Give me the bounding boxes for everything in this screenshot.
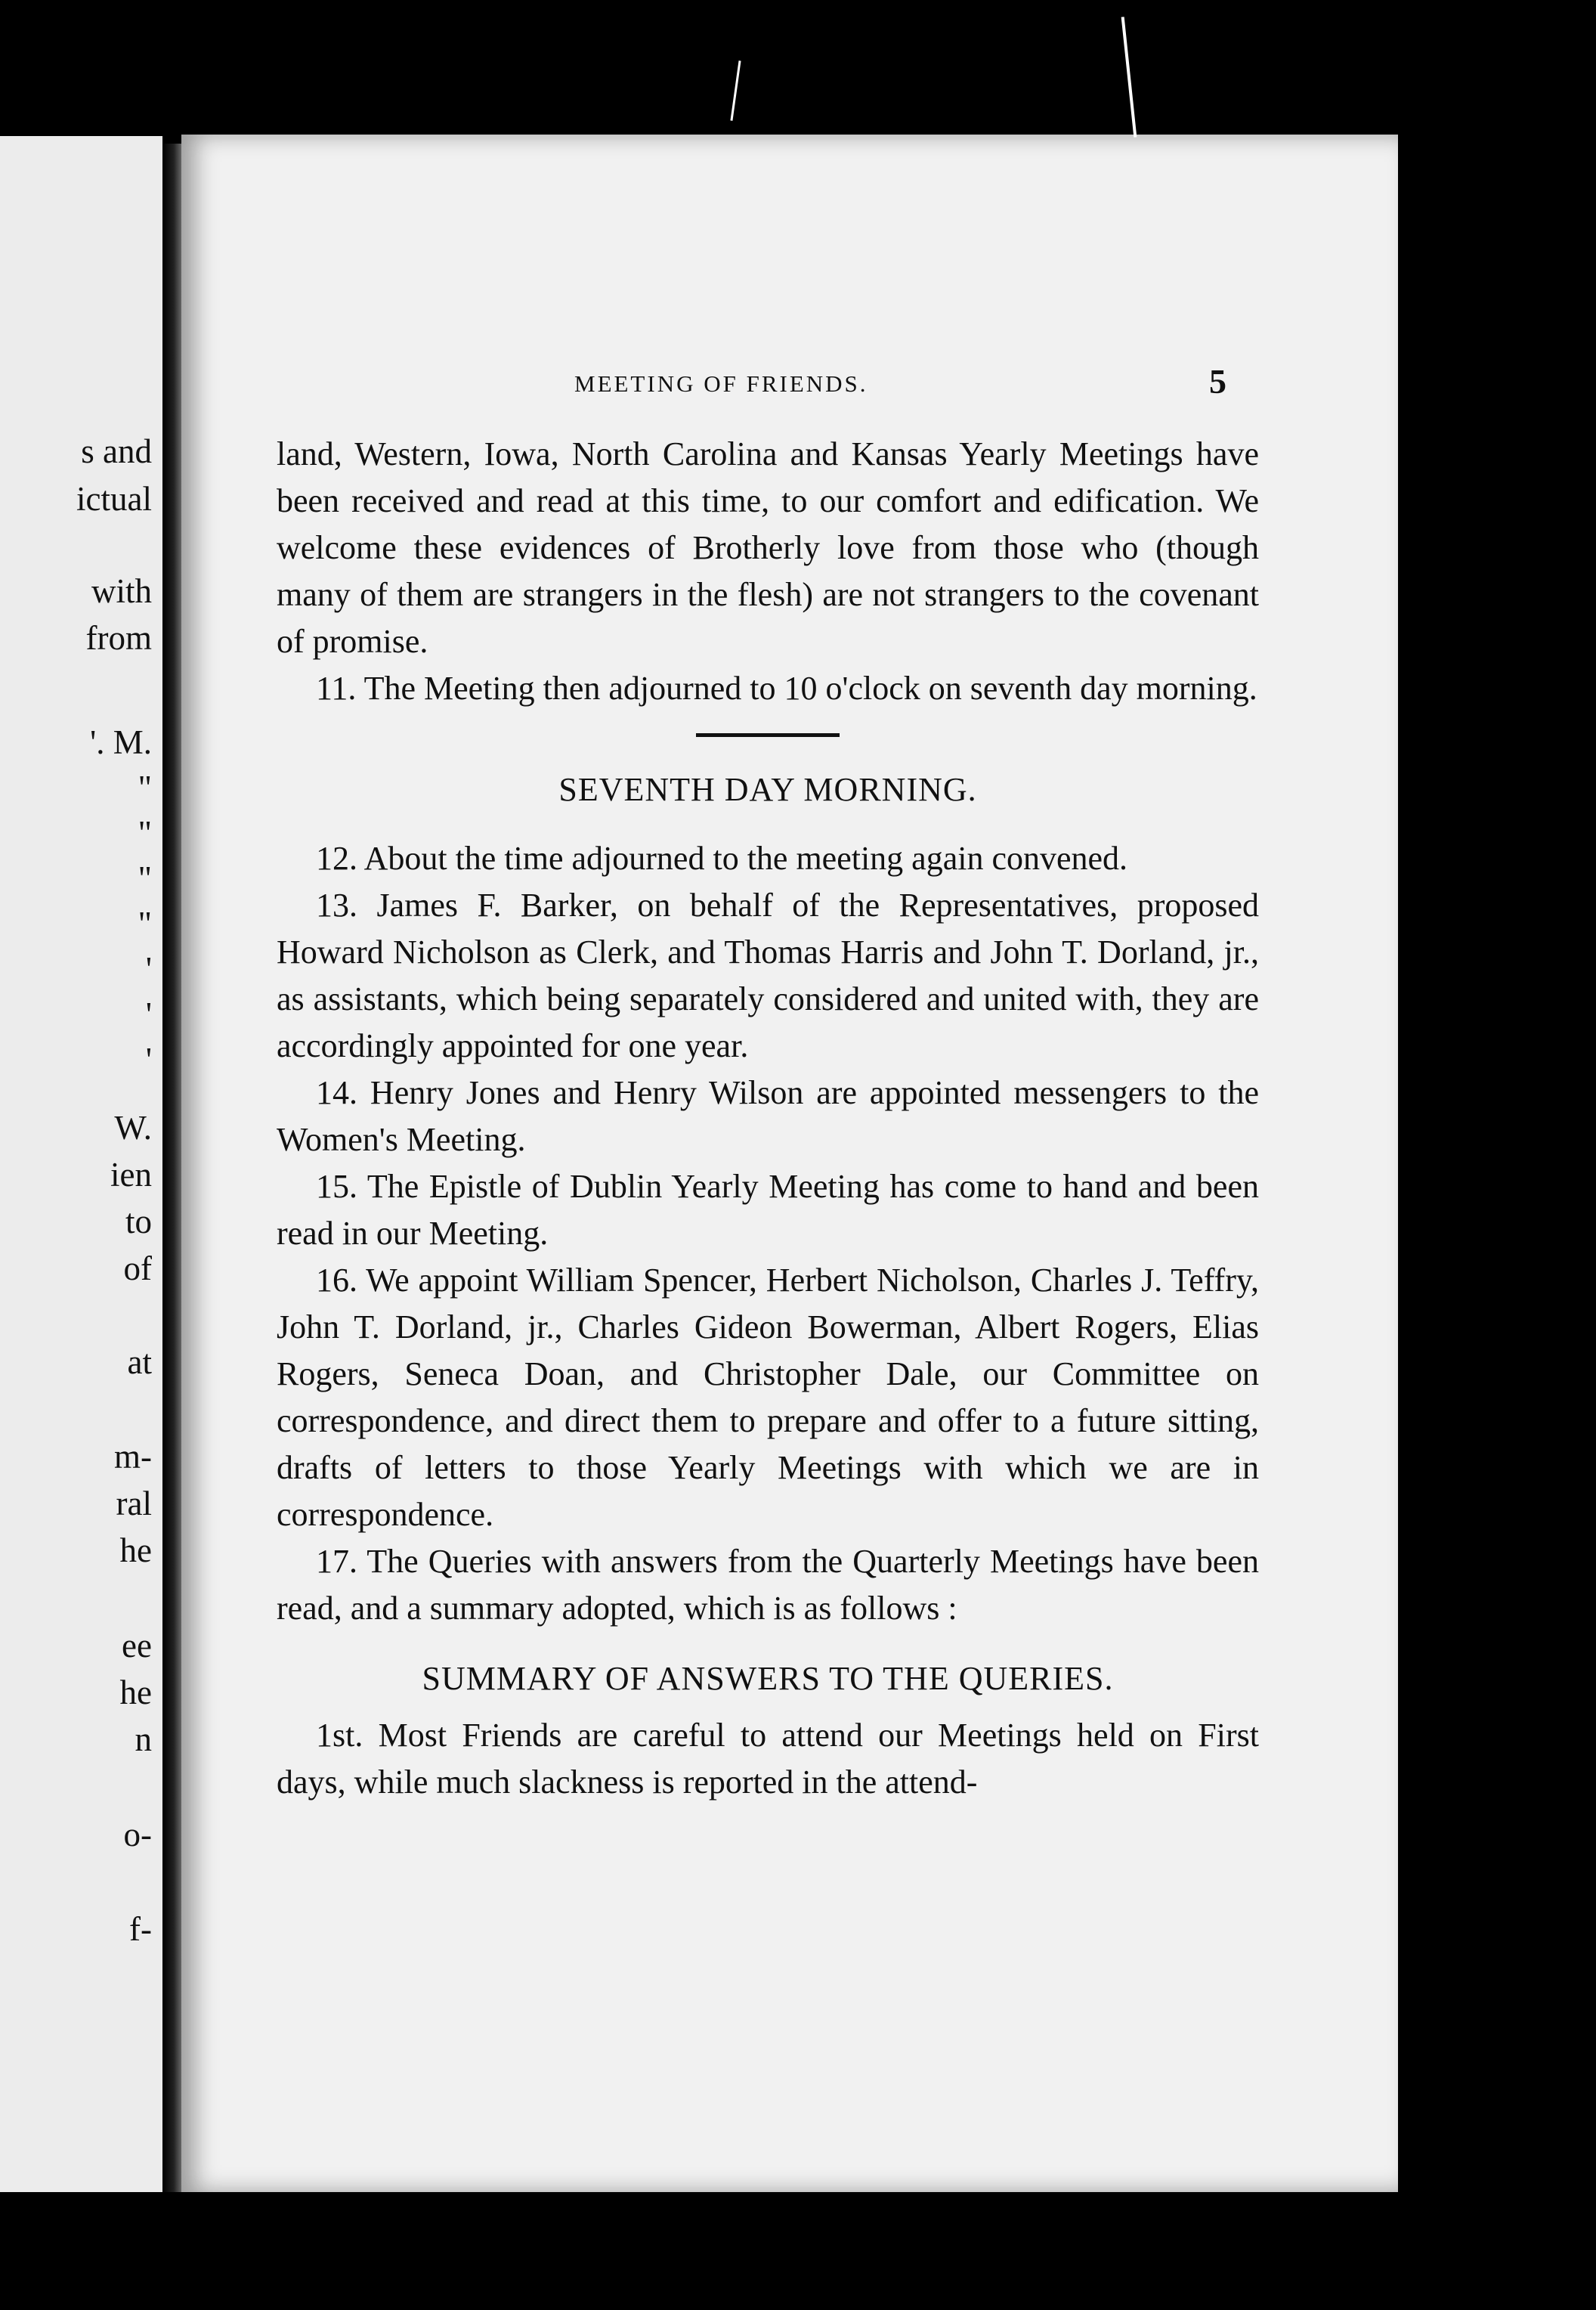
fragment-text: ictual xyxy=(76,480,152,518)
paragraph-11: 11. The Meeting then adjourned to 10 o'clock on seventh day morning. xyxy=(316,670,1257,707)
fragment-text: s and xyxy=(81,432,152,470)
paragraph-continuation: land, Western, Iowa, North Carolina and Kansas Yearly Meetings have been received and read at this time, to our comfort and edification. We welcome these evidences of Brotherly love from those who (though many of them are strangers in the flesh) are not strangers to the covenant of promise. xyxy=(277,435,1259,660)
paragraph-14: 14. Henry Jones and Henry Wilson are appointed messengers to the Women's Meeting. xyxy=(277,1074,1259,1158)
fragment-text: ' xyxy=(145,1041,152,1079)
page-header xyxy=(181,361,1398,407)
fragment-text: with xyxy=(91,572,152,610)
paragraph-15: 15. The Epistle of Dublin Yearly Meeting has come to hand and been read in our Meeting. xyxy=(277,1168,1259,1252)
paragraph-17: 17. The Queries with answers from the Quarterly Meetings have been read, and a summary adopted, which is as follows : xyxy=(277,1543,1259,1627)
scan-artifact xyxy=(730,60,741,121)
scan-artifact xyxy=(1121,17,1137,138)
fragment-text: he xyxy=(119,1531,152,1569)
fragment-text: " xyxy=(138,814,152,852)
paragraph-12: 12. About the time adjourned to the meeting again convened. xyxy=(316,840,1128,877)
paragraph-first-answer: 1st. Most Friends are careful to attend our Meetings held on First days, while much slackness is reported in the attend- xyxy=(277,1717,1259,1801)
fragment-text: ral xyxy=(116,1485,152,1522)
fragment-text: " xyxy=(138,905,152,943)
paragraph-13: 13. James F. Barker, on behalf of the Representatives, proposed Howard Nicholson as Clerk, and Thomas Harris and John T. Dorland, jr., as assistants, which being separately considered and united with, they are accordingly appointed for one year. xyxy=(277,887,1259,1064)
fragment-text: ee xyxy=(122,1627,152,1664)
section-divider xyxy=(696,733,840,737)
page-number: 5 xyxy=(1209,362,1226,401)
paragraph-16: 16. We appoint William Spencer, Herbert Nicholson, Charles J. Teffry, John T. Dorland, jr., Charles Gideon Bowerman, Albert Rogers, Elias Rogers, Seneca Doan, and Christopher Dale, our Committee on correspondence, and direct them to prepare and offer to a future sitting, drafts of letters to those Yearly Meetings with which we are in correspondence. xyxy=(277,1262,1259,1533)
book-page xyxy=(181,135,1398,2192)
fragment-text: f- xyxy=(129,1910,152,1948)
fragment-text: m- xyxy=(114,1438,152,1475)
page-body xyxy=(277,431,1259,1806)
fragment-text: o- xyxy=(123,1816,152,1853)
fragment-text: from xyxy=(85,619,152,657)
fragment-text: of xyxy=(123,1249,152,1287)
fragment-text: at xyxy=(127,1343,152,1381)
fragment-text: ' xyxy=(145,950,152,988)
running-head: MEETING OF FRIENDS. xyxy=(574,370,868,397)
fragment-text: ien xyxy=(110,1156,152,1194)
fragment-text: '. M. xyxy=(90,723,152,761)
fragment-text: to xyxy=(125,1203,152,1240)
fragment-text: n xyxy=(135,1720,152,1758)
previous-page-fragment xyxy=(0,136,162,2192)
section-heading: SEVENTH DAY MORNING. xyxy=(558,771,977,808)
fragment-text: " xyxy=(138,859,152,897)
fragment-text: ' xyxy=(145,996,152,1033)
fragment-text: " xyxy=(138,769,152,807)
summary-heading: SUMMARY OF ANSWERS TO THE QUERIES. xyxy=(422,1660,1114,1697)
fragment-text: W. xyxy=(114,1109,152,1147)
fragment-text: he xyxy=(119,1674,152,1711)
